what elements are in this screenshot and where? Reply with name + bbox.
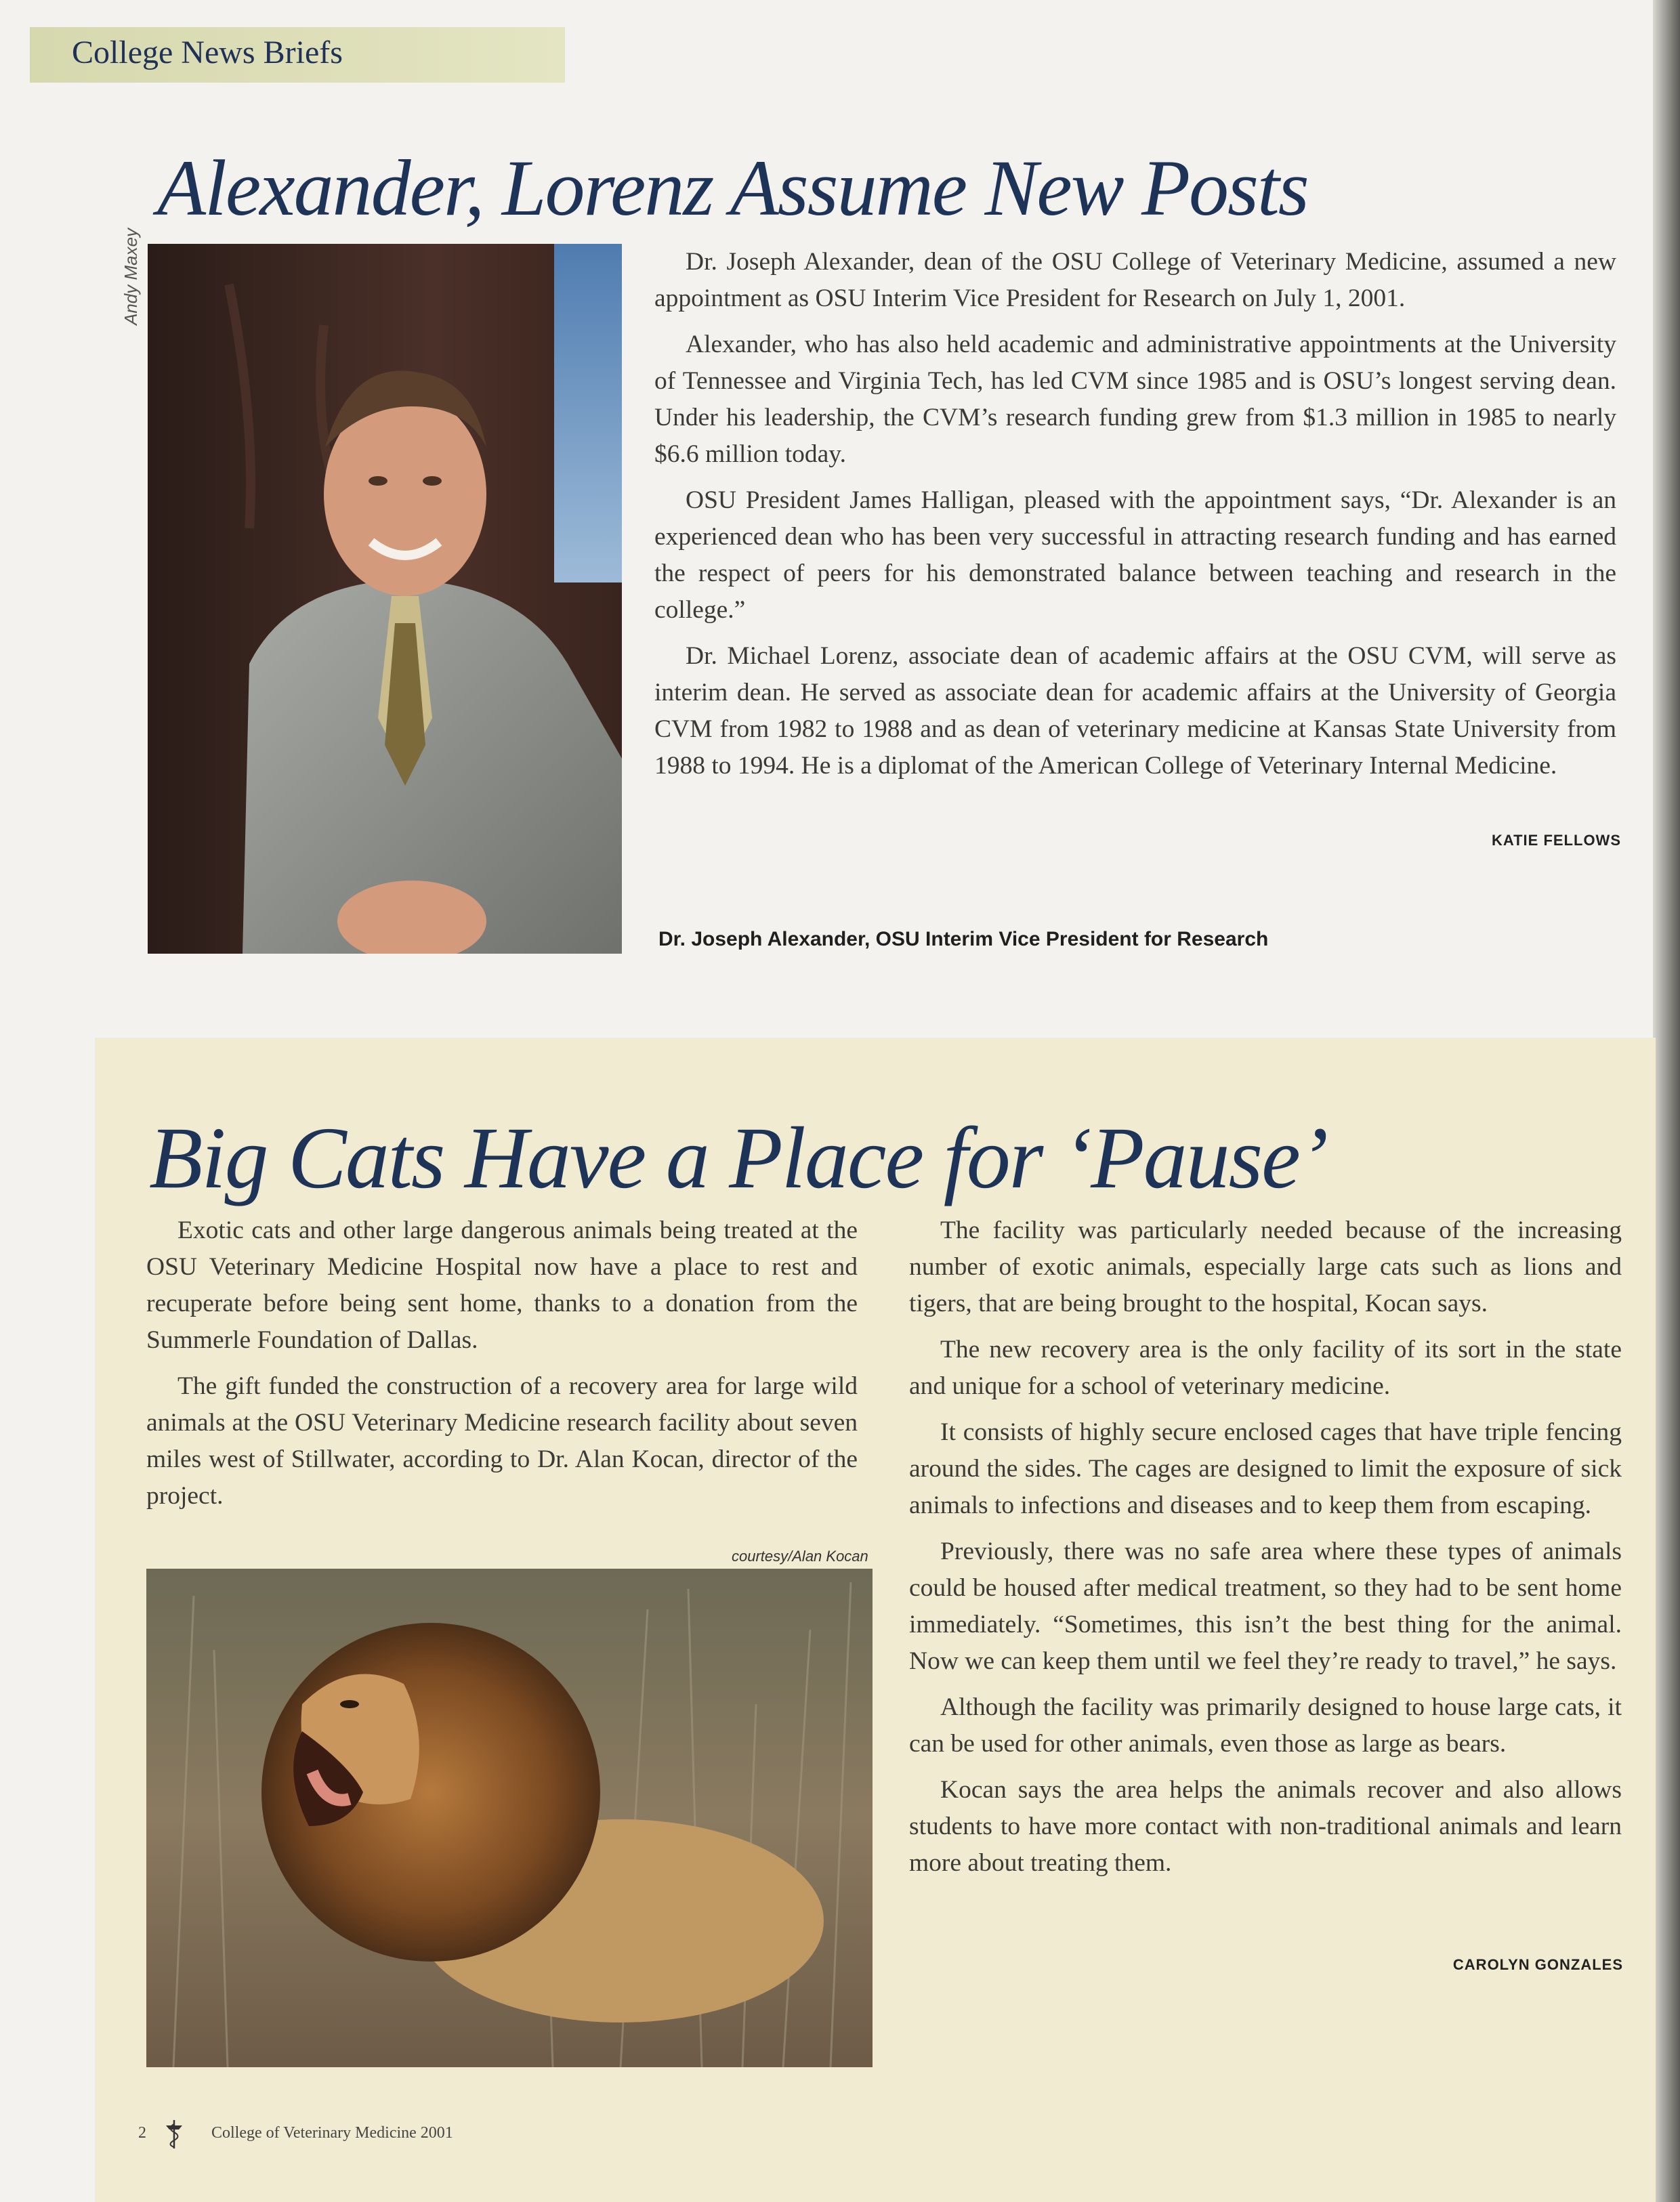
article1-paragraph: Dr. Joseph Alexander, dean of the OSU College of Veterinary Medicine, assumed a new appointment as OSU Interim Vice President for Research on July 1, 2001.: [654, 248, 1616, 312]
caduceus-logo-icon: [164, 2117, 184, 2150]
section-label: College News Briefs: [72, 35, 343, 70]
article1-body: [654, 244, 1616, 794]
article2-headline: Big Cats Have a Place for ‘Pause’: [149, 1109, 1328, 1207]
article2-paragraph: Although the facility was primarily designed to house large cats, it can be used for other animals, even those as large as bears.: [909, 1693, 1622, 1758]
article2-paragraph: Exotic cats and other large dangerous animals being treated at the OSU Veterinary Medicine Hospital now have a place to rest and recuperate before being sent home, thanks to a donation from the Summerle Foundation of Dallas.: [146, 1216, 858, 1354]
article2-paragraph: Kocan says the area helps the animals recover and also allows students to have more contact with non-traditional animals and learn more about treating them.: [909, 1776, 1622, 1877]
article2-paragraph: The gift funded the construction of a recovery area for large wild animals at the OSU Veterinary Medicine research facility about seven miles west of Stillwater, according to Dr. Alan Kocan, director of the project.: [146, 1372, 858, 1510]
photo1-caption: Dr. Joseph Alexander, OSU Interim Vice President for Research: [658, 928, 1269, 950]
article2-paragraph: Previously, there was no safe area where these types of animals could be housed after medical treatment, so they had to be sent home immediately. “Sometimes, this isn’t the best thing for the animal. Now we can keep them until we feel they’re ready to travel,” he says.: [909, 1538, 1622, 1675]
article1-paragraph: Alexander, who has also held academic and administrative appointments at the University of Tennessee and Virginia Tech, has led CVM since 1985 and is OSU’s longest serving dean. Under his leadership, the CVM’s research funding grew from $1.3 million in 1985 to nearly $6.6 million today.: [654, 331, 1616, 468]
page-edge: [1653, 0, 1680, 2202]
photo1-credit: Andy Maxey: [121, 228, 141, 325]
page-number: 2: [138, 2124, 146, 2142]
lion-photo: [146, 1569, 873, 2067]
article1-paragraph: Dr. Michael Lorenz, associate dean of academic affairs at the OSU CVM, will serve as interim dean. He served as associate dean for academic affairs at the University of Georgia CVM from 1982 to 1988 and as dean of veterinary medicine at Kansas State University from 1988 to 1994. He is a diplomat of the American College of Veterinary Internal Medicine.: [654, 642, 1616, 780]
article2-byline: CAROLYN GONZALES: [1452, 1956, 1623, 1973]
photo2-credit: courtesy/Alan Kocan: [732, 1548, 868, 1565]
article2-paragraph: The new recovery area is the only facility of its sort in the state and unique for a school of veterinary medicine.: [909, 1336, 1622, 1400]
publication-name: College of Veterinary Medicine 2001: [211, 2124, 453, 2142]
article2-paragraph: It consists of highly secure enclosed cages that have triple fencing around the sides. The cages are designed to limit the exposure of sick animals to infections and diseases and to keep them from escaping.: [909, 1418, 1622, 1519]
article2-left-column: [146, 1212, 858, 1524]
article2-paragraph: The facility was particularly needed because of the increasing number of exotic animals, especially large cats such as lions and tigers, that are being brought to the hospital, Kocan says.: [909, 1216, 1622, 1317]
alexander-portrait-photo: [148, 244, 622, 954]
article1-paragraph: OSU President James Halligan, pleased with the appointment says, “Dr. Alexander is an experienced dean who has been very successful in attracting research funding and has earned the respect of peers for his demonstrated balance between teaching and research in the college.”: [654, 486, 1616, 624]
article2-right-column: [909, 1212, 1622, 1891]
article1-headline: Alexander, Lorenz Assume New Posts: [157, 144, 1308, 232]
article1-byline: KATIE FELLOWS: [1491, 832, 1621, 849]
section-tab: [30, 27, 565, 83]
